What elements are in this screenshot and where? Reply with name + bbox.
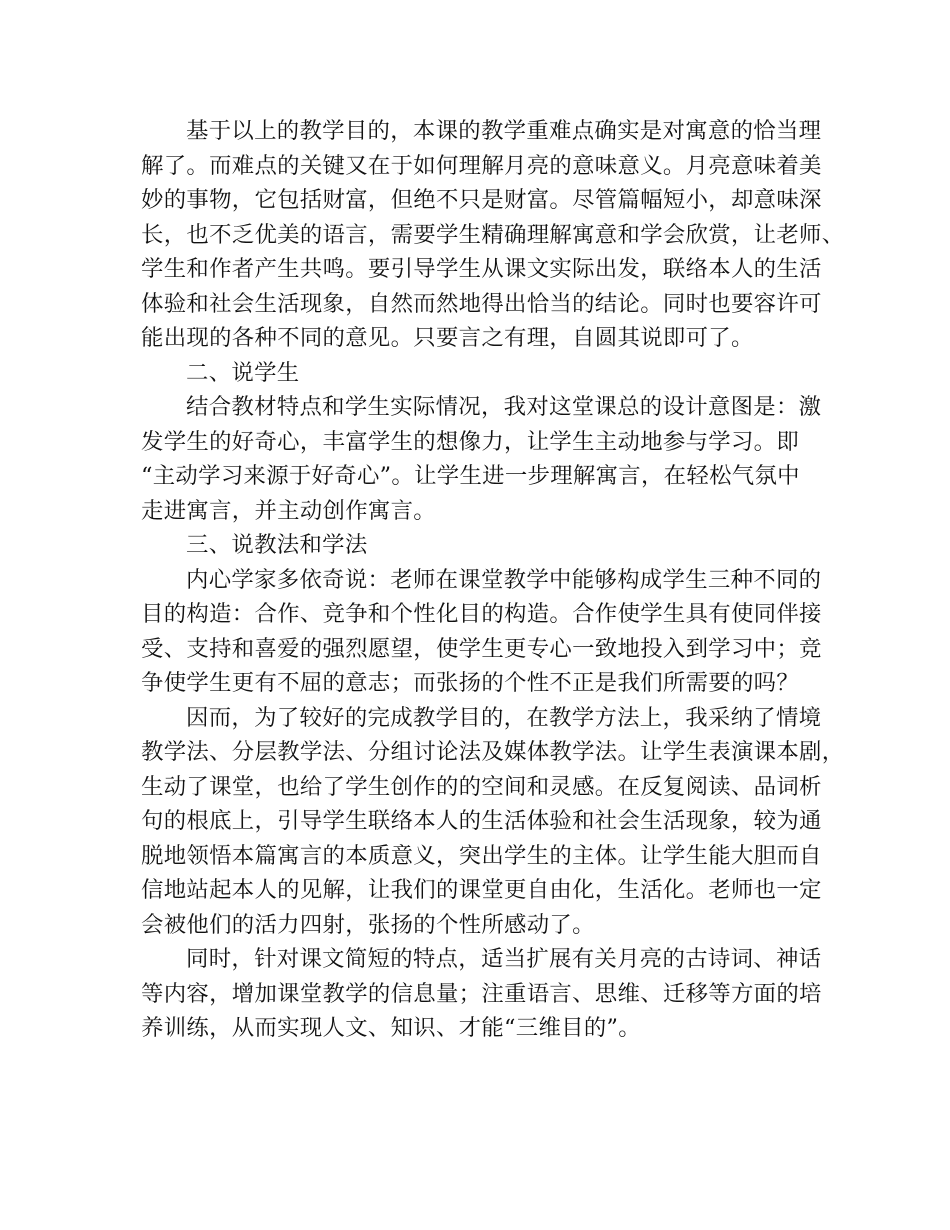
text-line: “主动学习来源于好奇心”。让学生进一步理解寓言，在轻松气氛中 xyxy=(141,463,800,489)
text-line: 妙的事物，它包括财富，但绝不只是财富。尽管篇幅短小，却意味深 xyxy=(141,187,822,213)
text-line: 争使学生更有不屈的意志；而张扬的个性不正是我们所需要的吗？ xyxy=(141,670,800,696)
paragraph-students xyxy=(141,390,821,528)
text-line: 句的根底上，引导学生联络本人的生活体验和社会生活现象，较为通 xyxy=(141,808,822,834)
text-line: 等内容，增加课堂教学的信息量；注重语言、思维、迁移等方面的培 xyxy=(141,980,822,1007)
text-line: 内心学家多依奇说：老师在课堂教学中能够构成学生三种不同的 xyxy=(186,566,822,593)
text-line: 走进寓言，并主动创作寓言。 xyxy=(141,497,436,524)
text-line: 学生和作者产生共鸣。要引导学生从课文实际出发，联络本人的生活 xyxy=(141,256,822,282)
text-line: 养训练，从而实现人文、知识、才能“三维目的”。 xyxy=(141,1015,641,1041)
paragraph-teaching-focus xyxy=(141,114,845,356)
text-line: 会被他们的活力四射，张扬的个性所感动了。 xyxy=(141,911,595,938)
text-line: 生动了课堂，也给了学生创作的的空间和灵感。在反复阅读、品词析 xyxy=(141,773,822,800)
text-line: 发学生的好奇心，丰富学生的想像力，让学生主动地参与学习。即 xyxy=(141,428,800,455)
paragraph-extension xyxy=(141,942,821,1046)
text-line: 长，也不乏优美的语言，需要学生精确理解寓意和学会欣赏，让老师、 xyxy=(141,221,845,248)
text-line: 脱地领悟本篇寓言的本质意义，突出学生的主体。让学生能大胆而自 xyxy=(141,842,822,869)
text-line: 体验和社会生活现象，自然而然地得出恰当的结论。同时也要容许可 xyxy=(141,290,822,317)
text-line: 因而，为了较好的完成教学目的，在教学方法上，我采纳了情境 xyxy=(186,704,822,731)
text-line: 结合教材特点和学生实际情况，我对这堂课总的设计意图是：激 xyxy=(186,394,822,420)
paragraph-psychology xyxy=(141,563,821,701)
paragraph-teaching-methods xyxy=(141,701,845,943)
text-line: 教学法、分层教学法、分组讨论法及媒体教学法。让学生表演课本剧， xyxy=(141,739,845,765)
text-line: 解了。而难点的关键又在于如何理解月亮的意味意义。月亮意味着美 xyxy=(141,152,822,179)
section-heading-students: 二、说学生 xyxy=(186,359,300,386)
document-body xyxy=(141,114,845,1046)
text-line: 能出现的各种不同的意见。只要言之有理，自圆其说即可了。 xyxy=(141,325,754,351)
text-line: 基于以上的教学目的，本课的教学重难点确实是对寓意的恰当理 xyxy=(186,118,822,144)
section-heading-methods: 三、说教法和学法 xyxy=(186,532,368,558)
text-line: 目的构造：合作、竞争和个性化目的构造。合作使学生具有使同伴接 xyxy=(141,601,822,627)
text-line: 信地站起本人的见解，让我们的课堂更自由化，生活化。老师也一定 xyxy=(141,877,822,903)
text-line: 受、支持和喜爱的强烈愿望，使学生更专心一致地投入到学习中；竞 xyxy=(141,635,822,662)
text-line: 同时，针对课文简短的特点，适当扩展有关月亮的古诗词、神话 xyxy=(186,946,822,972)
